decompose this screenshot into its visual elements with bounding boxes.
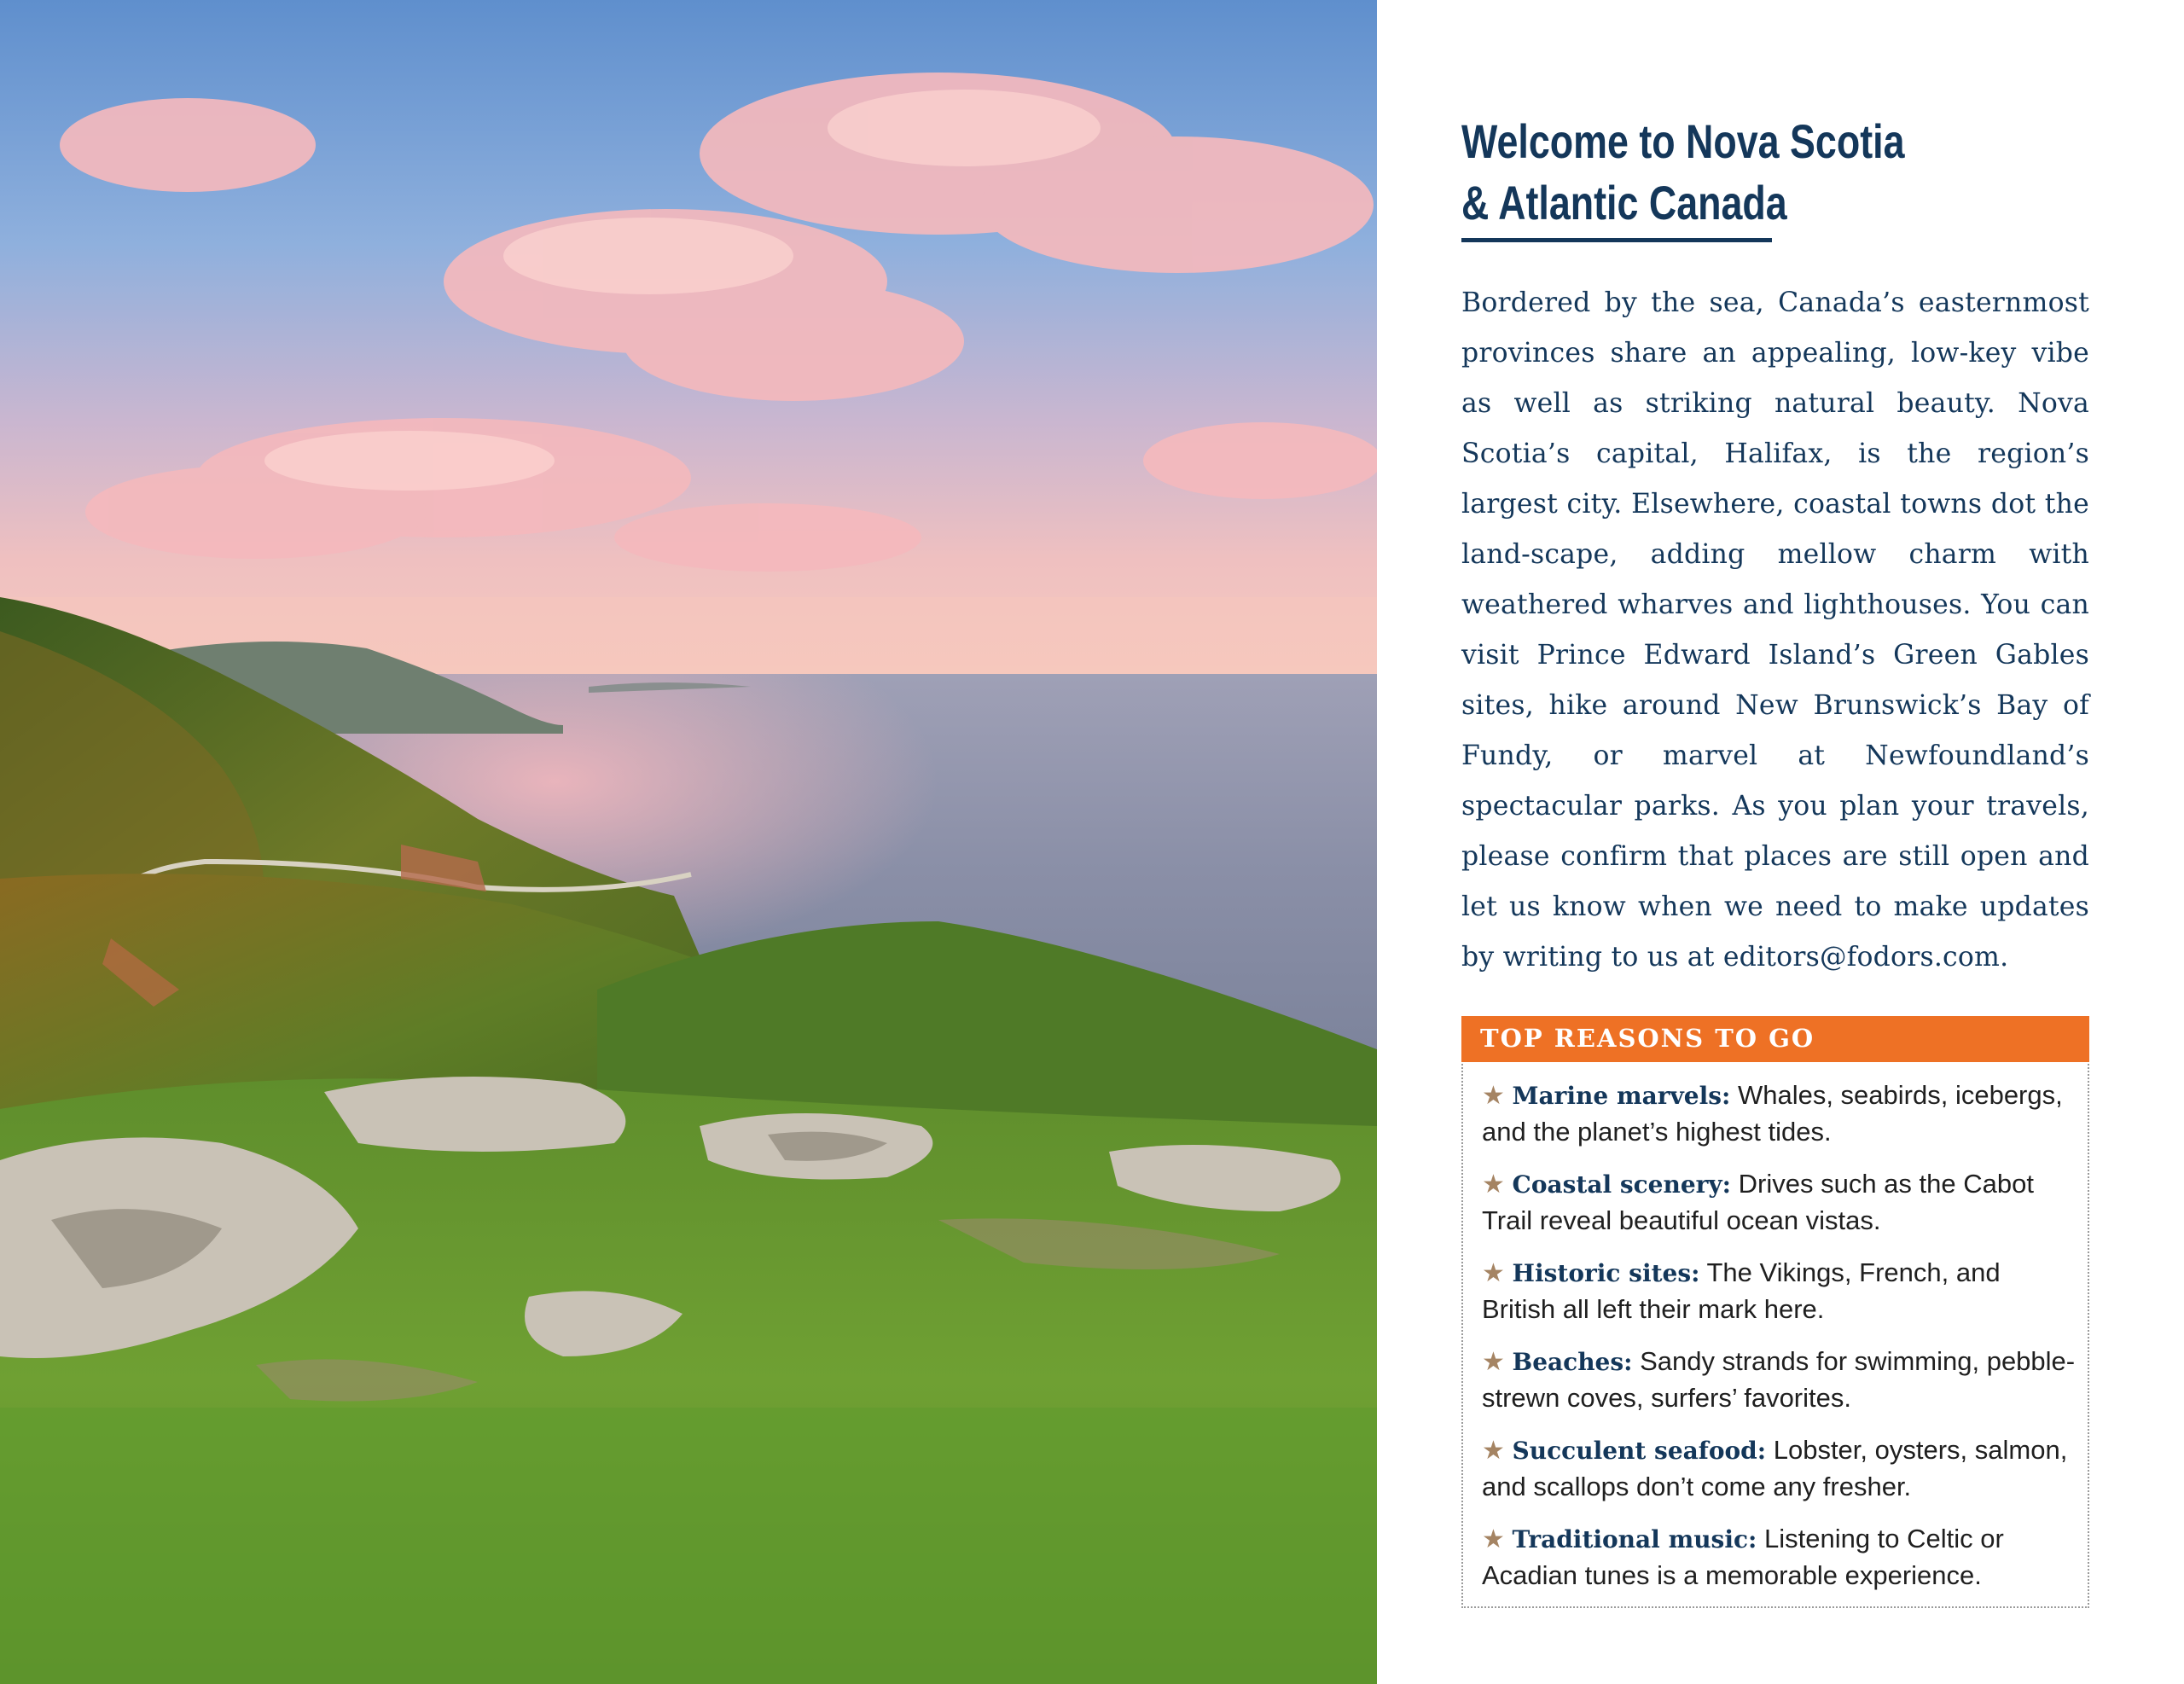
page-title [1461,111,1904,234]
top-reasons-header [1461,1016,2089,1062]
star-icon: ★ [1482,1525,1505,1553]
star-icon: ★ [1482,1437,1505,1465]
star-icon: ★ [1482,1170,1505,1199]
reason-text: Lobster, oysters, salmon, and scallops don’t come any fresher. [1482,1435,2068,1501]
reason-item [1482,1344,2079,1416]
reason-item [1482,1521,2079,1594]
reason-title: Coastal scenery: [1512,1170,1732,1199]
page-title-line-2: & Atlantic Canada [1461,176,1787,229]
text-column [1461,0,2089,1684]
top-reasons-heading: TOP REASONS TO GO [1480,1024,1815,1053]
star-icon: ★ [1482,1259,1505,1287]
reason-title: Succulent seafood: [1512,1437,1767,1465]
reason-item [1482,1166,2079,1239]
star-icon: ★ [1482,1348,1505,1376]
reason-text: The Vikings, French, and British all left their mark here. [1482,1257,2001,1324]
reason-title: Traditional music: [1512,1525,1757,1553]
intro-paragraph: Bordered by the sea, Canada’s easternmost provinces share an appealing, low-key vibe as well as striking natural beauty. Nova Scotia’s capital, Halifax, is the region’s largest city. Elsewhere, coastal towns dot the land-scape, adding mellow charm with weathered wharves and lighthouses. You can visit Prince Edward Island’s Green Gables sites, hike around New Brunswick’s Bay of Fundy, or marvel at Newfoundland’s spectacular parks. As you plan your travels, please confirm that places are still open and let us know when we need to make updates by writing to us at editors@fodors.com. [1461,287,2089,973]
reason-title: Historic sites: [1512,1259,1700,1287]
reason-item [1482,1255,2079,1327]
reason-title: Marine marvels: [1512,1082,1731,1110]
reason-text: Drives such as the Cabot Trail reveal beautiful ocean vistas. [1482,1169,2034,1235]
reason-text: Sandy strands for swimming, pebble-strewn coves, surfers’ favorites. [1482,1346,2076,1413]
reason-title: Beaches: [1512,1348,1633,1376]
top-reasons-box [1461,1016,2089,1608]
page-title-line-1: Welcome to Nova Scotia [1461,114,1905,168]
reason-text: Listening to Celtic or Acadian tunes is a memorable experience. [1482,1524,2004,1590]
title-underline [1461,238,1772,242]
reason-item [1482,1432,2079,1505]
reason-item [1482,1077,2079,1150]
reason-text: Whales, seabirds, icebergs, and the planet’s highest tides. [1482,1080,2063,1147]
star-icon: ★ [1482,1082,1505,1110]
